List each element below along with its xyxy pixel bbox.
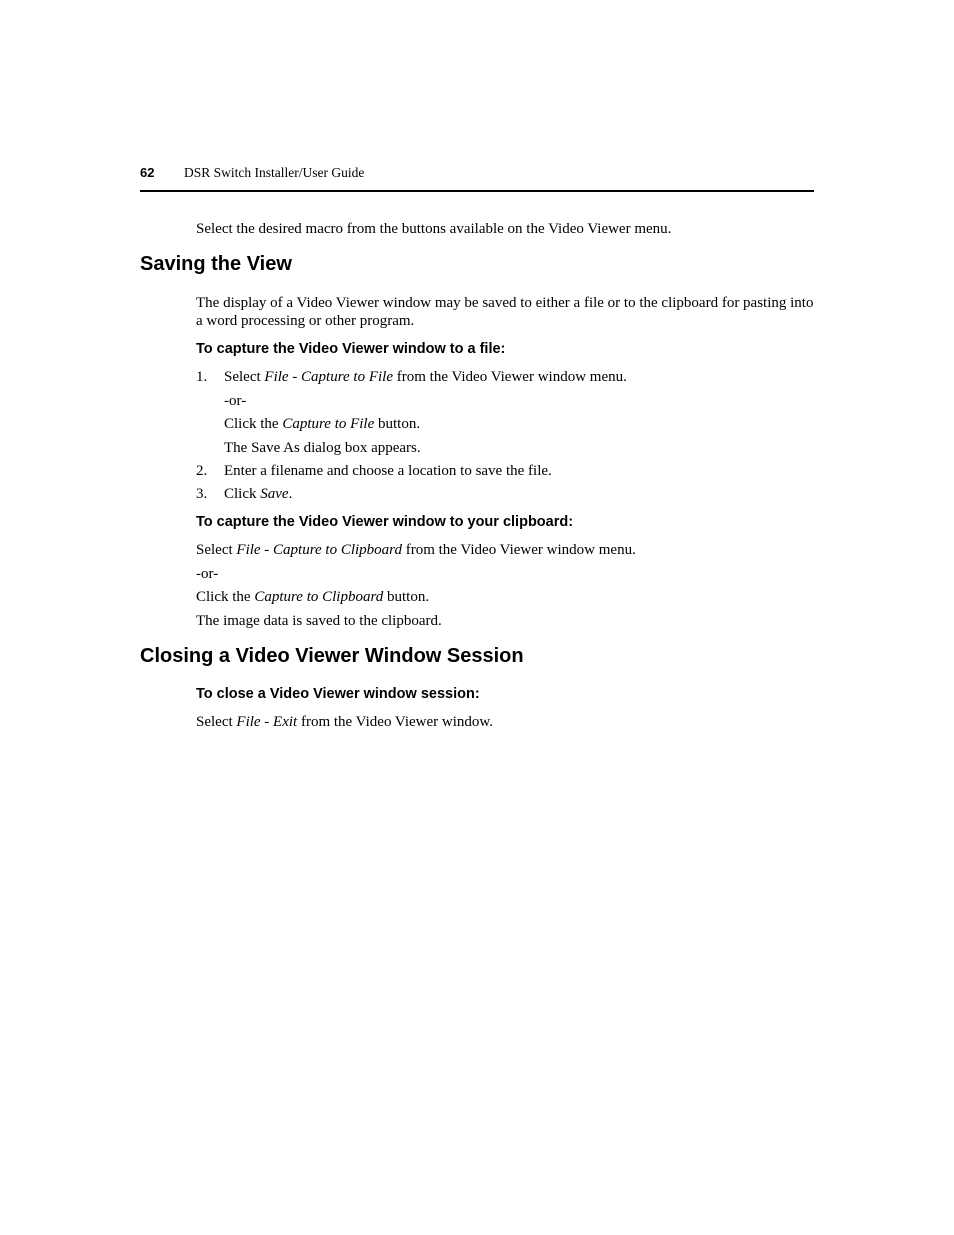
clipboard-line-2-pre: Click the	[196, 589, 255, 605]
running-header-title: DSR Switch Installer/User Guide	[184, 165, 365, 180]
step-3-text	[224, 485, 292, 503]
clipboard-line-2-post: button.	[383, 589, 430, 605]
step-1-or: -or-	[224, 393, 247, 409]
clipboard-result: The image data is saved to the clipboard.	[196, 613, 442, 629]
step-1-alt-pre: Click the	[224, 416, 283, 432]
closing-line-post: from the Video Viewer window.	[297, 714, 494, 730]
step-3-number: 3.	[196, 486, 208, 502]
clipboard-line-2	[196, 588, 429, 606]
section-heading-saving: Saving the View	[140, 253, 292, 275]
intro-paragraph: Select the desired macro from the buttons available on the Video Viewer menu.	[196, 221, 672, 237]
clipboard-menu-path: File - Capture to Clipboard	[236, 542, 402, 558]
step-1-menu-path: File - Capture to File	[264, 369, 393, 385]
section-heading-closing: Closing a Video Viewer Window Session	[140, 645, 524, 667]
step-2-text: Enter a filename and choose a location to save the file.	[224, 463, 552, 479]
step-3-button-name: Save	[260, 486, 289, 502]
clipboard-or: -or-	[196, 566, 219, 582]
saving-paragraph: The display of a Video Viewer window may be saved to either a file or to the clipboard for pasting into a word processing or other program.	[196, 295, 814, 329]
step-1-alt-post: button.	[374, 416, 421, 432]
step-3-post: .	[288, 486, 293, 502]
step-1-alternative	[224, 415, 420, 433]
clipboard-button-name: Capture to Clipboard	[254, 589, 384, 605]
closing-line-pre: Select	[196, 714, 237, 730]
step-2-number: 2.	[196, 463, 208, 479]
subheading-close-session: To close a Video Viewer window session:	[196, 686, 480, 702]
subheading-capture-clipboard: To capture the Video Viewer window to your clipboard:	[196, 514, 574, 530]
clipboard-line-1	[196, 541, 636, 559]
step-3-pre: Click	[224, 486, 261, 502]
page-number: 62	[140, 165, 155, 180]
step-1-alt-button-name: Capture to File	[282, 416, 375, 432]
step-1-number: 1.	[196, 369, 208, 385]
clipboard-line-1-post: from the Video Viewer window menu.	[401, 542, 636, 558]
closing-line	[196, 713, 493, 731]
clipboard-line-1-pre: Select	[196, 542, 237, 558]
step-1-text	[224, 368, 627, 386]
header-rule	[140, 190, 814, 192]
step-1-post: from the Video Viewer window menu.	[393, 369, 627, 385]
subheading-capture-file: To capture the Video Viewer window to a file:	[196, 341, 506, 357]
closing-menu-path: File - Exit	[236, 714, 298, 730]
step-1-result: The Save As dialog box appears.	[224, 440, 421, 456]
step-1-pre: Select	[224, 369, 265, 385]
